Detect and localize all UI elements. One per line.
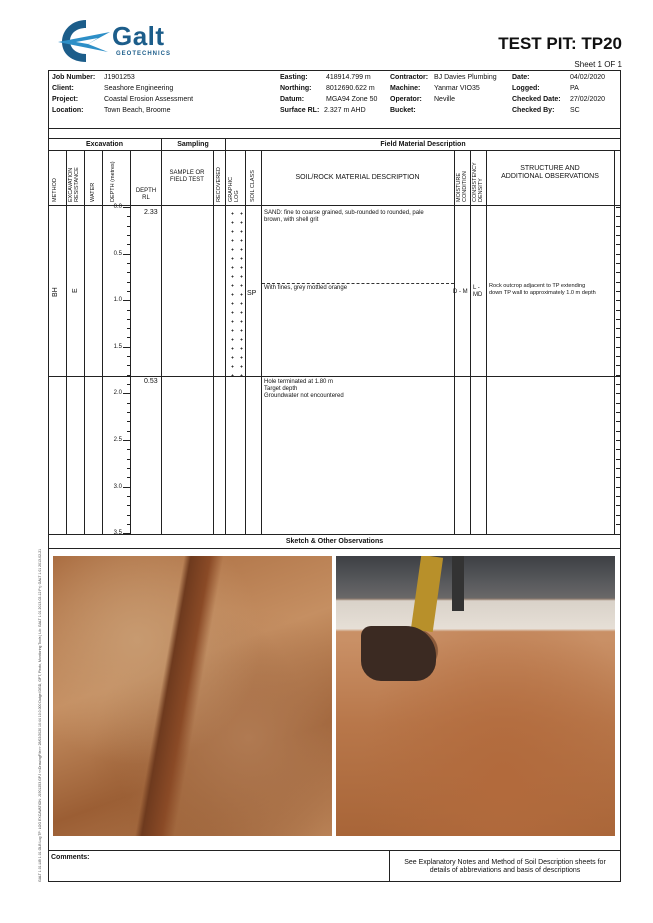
- right-tick: [616, 328, 620, 329]
- depth-tick-minor: [127, 337, 130, 338]
- right-tick: [616, 216, 620, 217]
- col-resistance-text: EXCAVATION RESISTANCE: [68, 167, 80, 202]
- soil-class-value: SP: [247, 290, 257, 297]
- surface-rl-value: 2.327 m AHD: [324, 107, 366, 114]
- col-depth-rl: [131, 188, 161, 202]
- termination-notes: [264, 379, 344, 400]
- date-label: Date:: [512, 74, 530, 81]
- col-graphic-text: GRAPHIC LOG: [228, 176, 240, 202]
- right-tick: [616, 412, 620, 413]
- job-number-label: Job Number:: [52, 74, 96, 81]
- checked-date-label: Checked Date:: [512, 96, 561, 103]
- depth-tick-minor: [127, 356, 130, 357]
- right-tick: [616, 254, 620, 255]
- right-tick: [616, 244, 620, 245]
- depth-tick-minor: [127, 282, 130, 283]
- col-recovered: RECOVERED: [216, 167, 222, 202]
- right-tick: [616, 365, 620, 366]
- depth-tick-label: 0.0: [113, 204, 122, 210]
- col-structure-text: STRUCTURE AND ADDITIONAL OBSERVATIONS: [501, 165, 599, 180]
- termination-line2: Target depth: [264, 386, 298, 392]
- right-tick: [616, 207, 620, 208]
- col-depth-rl-1: DEPTH: [135, 188, 157, 194]
- galt-logo-icon: [58, 18, 114, 64]
- right-tick: [616, 263, 620, 264]
- excavator-bucket: [361, 626, 436, 681]
- depth-tick-minor: [127, 310, 130, 311]
- right-tick: [616, 505, 620, 506]
- depth-tick-minor: [127, 421, 130, 422]
- excavator-arm: [411, 556, 443, 632]
- structure-value: [489, 283, 596, 297]
- northing-value: 8012690.622 m: [326, 85, 375, 92]
- depth-tick-label: 2.5: [113, 437, 122, 443]
- bucket-label: Bucket:: [390, 107, 416, 114]
- col-moisture: [456, 154, 468, 202]
- depth-tick-label: 3.5: [113, 530, 122, 537]
- col-sample: [163, 170, 211, 184]
- easting-label: Easting:: [280, 74, 308, 81]
- sheet-number: Sheet 1 OF 1: [574, 60, 622, 69]
- footer-note-line1: See Explanatory Notes and Method of Soil Description sheets for: [404, 859, 606, 866]
- depth-tick-minor: [127, 449, 130, 450]
- structure-line2: down TP wall to approximately 1.0 m depth: [489, 290, 596, 296]
- depth-tick-minor: [127, 263, 130, 264]
- brand-name: Galt: [112, 21, 165, 51]
- checked-by-label: Checked By:: [512, 107, 555, 114]
- excavation-photo-2: [336, 556, 615, 836]
- right-tick: [616, 393, 620, 394]
- termination-line3: Groundwater not encountered: [264, 393, 344, 399]
- right-tick: [616, 431, 620, 432]
- col-sample-text: SAMPLE OR FIELD TEST: [169, 170, 205, 183]
- depth-tick-minor: [127, 403, 130, 404]
- col-depth-rl-2: RL: [142, 195, 150, 201]
- desc-sand-line2: brown, with shell grit: [264, 217, 319, 223]
- right-tick: [616, 496, 620, 497]
- depth-tick-major: [123, 533, 130, 534]
- depth-tick-label: 0.5: [113, 250, 122, 257]
- client-value: Seashore Engineering: [104, 85, 174, 92]
- depth-tick-minor: [127, 431, 130, 432]
- right-tick: [616, 356, 620, 357]
- consistency-line1: L -: [473, 285, 480, 291]
- col-depth: DEPTH (metres): [110, 161, 116, 202]
- brand-tagline: GEOTECHNICS: [116, 51, 172, 57]
- rl-bottom: 0.53: [144, 378, 158, 385]
- col-water: WATER: [90, 182, 96, 202]
- method-value: BH: [52, 287, 59, 297]
- right-tick: [616, 226, 620, 227]
- depth-tick-minor: [127, 207, 130, 208]
- operator-value: Neville: [434, 96, 456, 103]
- depth-tick-minor: [127, 226, 130, 227]
- logged-label: Logged:: [512, 85, 540, 92]
- right-tick: [616, 300, 620, 301]
- depth-tick-minor: [127, 254, 130, 255]
- section-field-description: Field Material Description: [380, 141, 466, 148]
- right-tick: [616, 310, 620, 311]
- right-tick: [616, 449, 620, 450]
- right-tick: [616, 459, 620, 460]
- depth-tick-minor: [127, 365, 130, 366]
- termination-line1: Hole terminated at 1.80 m: [264, 379, 334, 385]
- col-structure: [500, 165, 600, 181]
- consistency-value: [473, 285, 482, 299]
- desc-sand: [264, 210, 424, 224]
- depth-tick-minor: [127, 477, 130, 478]
- depth-tick-label: 1.5: [113, 343, 122, 350]
- depth-tick-minor: [127, 216, 130, 217]
- depth-tick-minor: [127, 272, 130, 273]
- right-tick: [616, 291, 620, 292]
- company-logo: [58, 18, 188, 66]
- job-number-value: J1901253: [104, 74, 135, 81]
- contractor-value: BJ Davies Plumbing: [434, 74, 497, 81]
- right-tick: [616, 347, 620, 348]
- depth-tick-label: 1.0: [113, 297, 122, 304]
- section-excavation: Excavation: [86, 141, 123, 148]
- right-tick: [616, 375, 620, 376]
- right-tick: [616, 440, 620, 441]
- checked-date-value: 27/02/2020: [570, 96, 606, 103]
- header-info: [52, 74, 618, 124]
- rl-top: 2.33: [144, 209, 158, 216]
- surface-rl-label: Surface RL:: [280, 107, 320, 114]
- depth-tick-minor: [127, 235, 130, 236]
- col-method: METHOD: [52, 178, 58, 202]
- excavator-stick: [452, 556, 464, 611]
- right-tick: [616, 524, 620, 525]
- right-tick: [616, 468, 620, 469]
- depth-tick-minor: [127, 412, 130, 413]
- col-moisture-text: MOISTURE CONDITION: [456, 171, 468, 202]
- depth-tick-minor: [127, 487, 130, 488]
- depth-tick-minor: [127, 328, 130, 329]
- right-tick: [616, 384, 620, 385]
- depth-tick-minor: [127, 515, 130, 516]
- col-soil-class: SOIL CLASS: [250, 170, 256, 202]
- depth-tick-minor: [127, 291, 130, 292]
- depth-tick-label: 2.0: [113, 390, 122, 397]
- contractor-label: Contractor:: [390, 74, 429, 81]
- right-tick: [616, 272, 620, 273]
- col-graphic-log: [228, 166, 240, 202]
- right-tick: [616, 337, 620, 338]
- checked-by-value: SC: [570, 107, 580, 114]
- footer-note-line2: details of abbreviations and basis of descriptions: [429, 867, 581, 874]
- depth-tick-minor: [127, 496, 130, 497]
- moisture-value: D - M: [453, 289, 468, 295]
- desc-sand-line1: SAND: fine to coarse grained, sub-rounded to rounded, pale: [264, 210, 424, 216]
- side-file-info: GALT 1.01.LIB 1.01.GLB Log TP: LOG EXCAVATION: J1901253.GPJ <<DrawingFile>> 28/02/2020 10:44 10.0.000 Datgel DGD, GPT, Photo, Monitoring Tools | Lib: GALT 1.01 2013-02-12 Prj: GALT 1.01 2013-02-21: [38, 548, 42, 882]
- desc-fines: With fines, grey mottled orange: [264, 285, 348, 291]
- graphic-log-sand: [226, 206, 245, 376]
- easting-value: 418914.799 m: [326, 74, 371, 81]
- project-value: Coastal Erosion Assessment: [104, 96, 194, 103]
- col-description: SOIL/ROCK MATERIAL DESCRIPTION: [295, 174, 420, 181]
- operator-label: Operator:: [390, 96, 422, 103]
- depth-tick-minor: [127, 505, 130, 506]
- depth-tick-minor: [127, 375, 130, 376]
- depth-tick-minor: [127, 524, 130, 525]
- right-tick: [616, 477, 620, 478]
- depth-tick-minor: [127, 244, 130, 245]
- machine-value: Yanmar VIO35: [434, 85, 480, 92]
- machine-label: Machine:: [390, 85, 421, 92]
- northing-label: Northing:: [280, 85, 312, 92]
- logged-value: PA: [570, 85, 579, 92]
- datum-value: MGA94 Zone 50: [326, 96, 378, 103]
- consistency-line2: MD: [473, 292, 483, 298]
- depth-tick-minor: [127, 347, 130, 348]
- depth-tick-label: 3.0: [113, 483, 122, 490]
- location-value: Town Beach, Broome: [104, 107, 171, 114]
- layer-boundary-dashed: [262, 283, 454, 284]
- right-tick: [616, 235, 620, 236]
- right-tick: [616, 487, 620, 488]
- bucket-value: [434, 107, 514, 118]
- depth-tick-minor: [127, 440, 130, 441]
- col-consistency-text: CONSISTENCY DENSITY: [472, 162, 484, 202]
- col-consistency: [472, 152, 484, 202]
- location-label: Location:: [52, 107, 84, 114]
- right-tick: [616, 319, 620, 320]
- project-label: Project:: [52, 96, 79, 103]
- depth-tick-minor: [127, 393, 130, 394]
- depth-tick-minor: [127, 468, 130, 469]
- right-tick: [616, 515, 620, 516]
- comments-label: Comments:: [51, 854, 90, 861]
- col-resistance: [68, 162, 80, 202]
- resistance-value: E: [72, 288, 79, 293]
- right-tick: [616, 421, 620, 422]
- footer-note: [392, 859, 618, 875]
- depth-tick-minor: [127, 300, 130, 301]
- structure-line1: Rock outcrop adjacent to TP extending: [489, 283, 586, 289]
- depth-tick-minor: [127, 384, 130, 385]
- date-value: 04/02/2020: [570, 74, 606, 81]
- excavation-photo-1: [53, 556, 332, 836]
- right-tick: [616, 403, 620, 404]
- section-sampling: Sampling: [177, 141, 209, 148]
- right-tick: [616, 282, 620, 283]
- page-title: TEST PIT: TP20: [498, 34, 622, 53]
- datum-label: Datum:: [280, 96, 305, 103]
- depth-tick-minor: [127, 319, 130, 320]
- client-label: Client:: [52, 85, 74, 92]
- sketch-title: Sketch & Other Observations: [285, 538, 384, 545]
- depth-tick-minor: [127, 459, 130, 460]
